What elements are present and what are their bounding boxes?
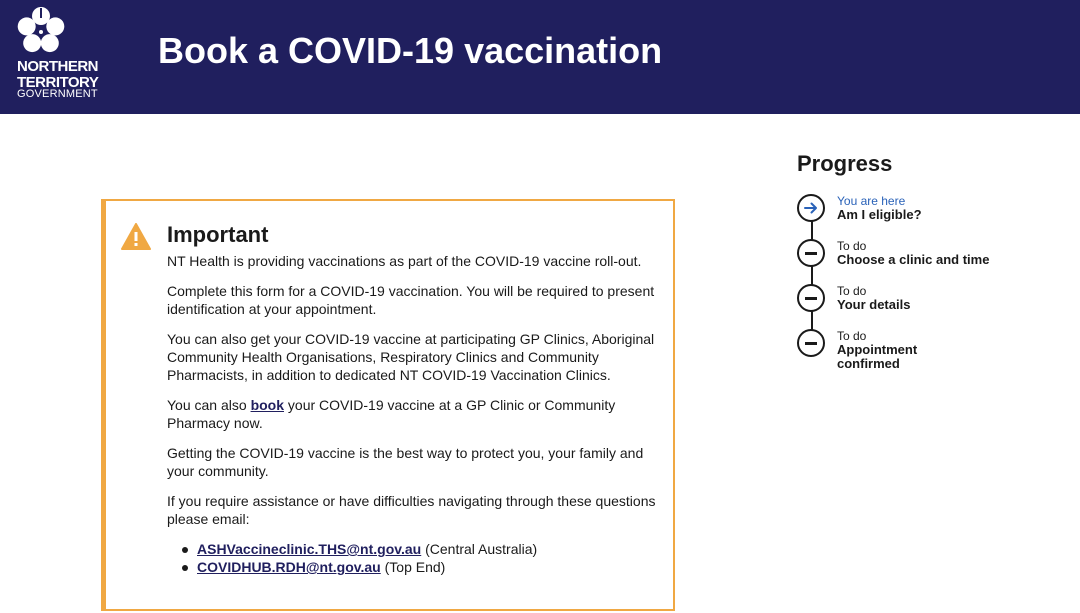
logo-line-government: GOVERNMENT	[17, 88, 98, 100]
step-status: To do	[837, 329, 867, 343]
notice-paragraph: NT Health is providing vaccinations as part of the COVID-19 vaccine roll-out.	[167, 253, 642, 269]
minus-icon	[805, 252, 817, 255]
list-item	[182, 558, 667, 576]
step-label: Your details	[837, 297, 911, 312]
todo-step-icon	[797, 239, 825, 267]
todo-step-icon	[797, 284, 825, 312]
list-item	[182, 540, 667, 558]
email-region-note: (Top End)	[384, 559, 446, 575]
step-status: To do	[837, 284, 867, 298]
minus-icon	[805, 297, 817, 300]
site-header	[0, 0, 1080, 114]
important-body	[167, 252, 667, 576]
warning-icon	[121, 223, 151, 251]
book-link[interactable]: book	[250, 397, 285, 413]
email-link-top-end[interactable]: COVIDHUB.RDH@nt.gov.au	[197, 559, 381, 575]
current-step-icon	[797, 194, 825, 222]
notice-paragraph: If you require assistance or have difficulties navigating through these questions please email:	[167, 493, 656, 527]
step-status: You are here	[837, 194, 906, 208]
important-title: Important	[167, 222, 269, 247]
progress-title: Progress	[797, 151, 893, 176]
book-prefix-text: You can also	[167, 397, 247, 413]
email-list	[182, 540, 667, 576]
step-label: Appointment confirmed	[837, 342, 918, 371]
step-label: Am I eligible?	[837, 207, 922, 222]
logo-line-northern: NORTHERN	[17, 58, 98, 75]
arrow-right-icon	[803, 200, 819, 216]
minus-icon	[805, 342, 817, 345]
nt-government-logo[interactable]	[12, 4, 112, 104]
todo-step-icon	[797, 329, 825, 357]
logo-wordmark	[17, 59, 98, 91]
notice-paragraph: Complete this form for a COVID-19 vaccination. You will be required to present identification at your appointment.	[167, 283, 655, 317]
step-status: To do	[837, 239, 867, 253]
step-label: Choose a clinic and time	[837, 252, 990, 267]
important-notice	[101, 199, 675, 611]
notice-paragraph-book	[167, 396, 667, 432]
notice-paragraph: You can also get your COVID-19 vaccine at participating GP Clinics, Aboriginal Community Health Organisations, Respiratory Clinics and Community Pharmacists, in addition to dedicated NT COVID-19 Vaccination Clinics.	[167, 331, 655, 383]
page-title: Book a COVID-19 vaccination	[158, 30, 663, 71]
email-region-note: (Central Australia)	[425, 541, 538, 557]
book-suffix-text: your COVID-19 vaccine at a GP Clinic or Community Pharmacy now.	[167, 397, 616, 431]
flower-logo-icon	[14, 4, 68, 58]
progress-track	[811, 214, 813, 344]
notice-paragraph: Getting the COVID-19 vaccine is the best way to protect you, your family and your community.	[167, 445, 644, 479]
email-link-central-australia[interactable]: ASHVaccineclinic.THS@nt.gov.au	[197, 541, 422, 557]
logo-line-territory: TERRITORY	[17, 74, 99, 91]
